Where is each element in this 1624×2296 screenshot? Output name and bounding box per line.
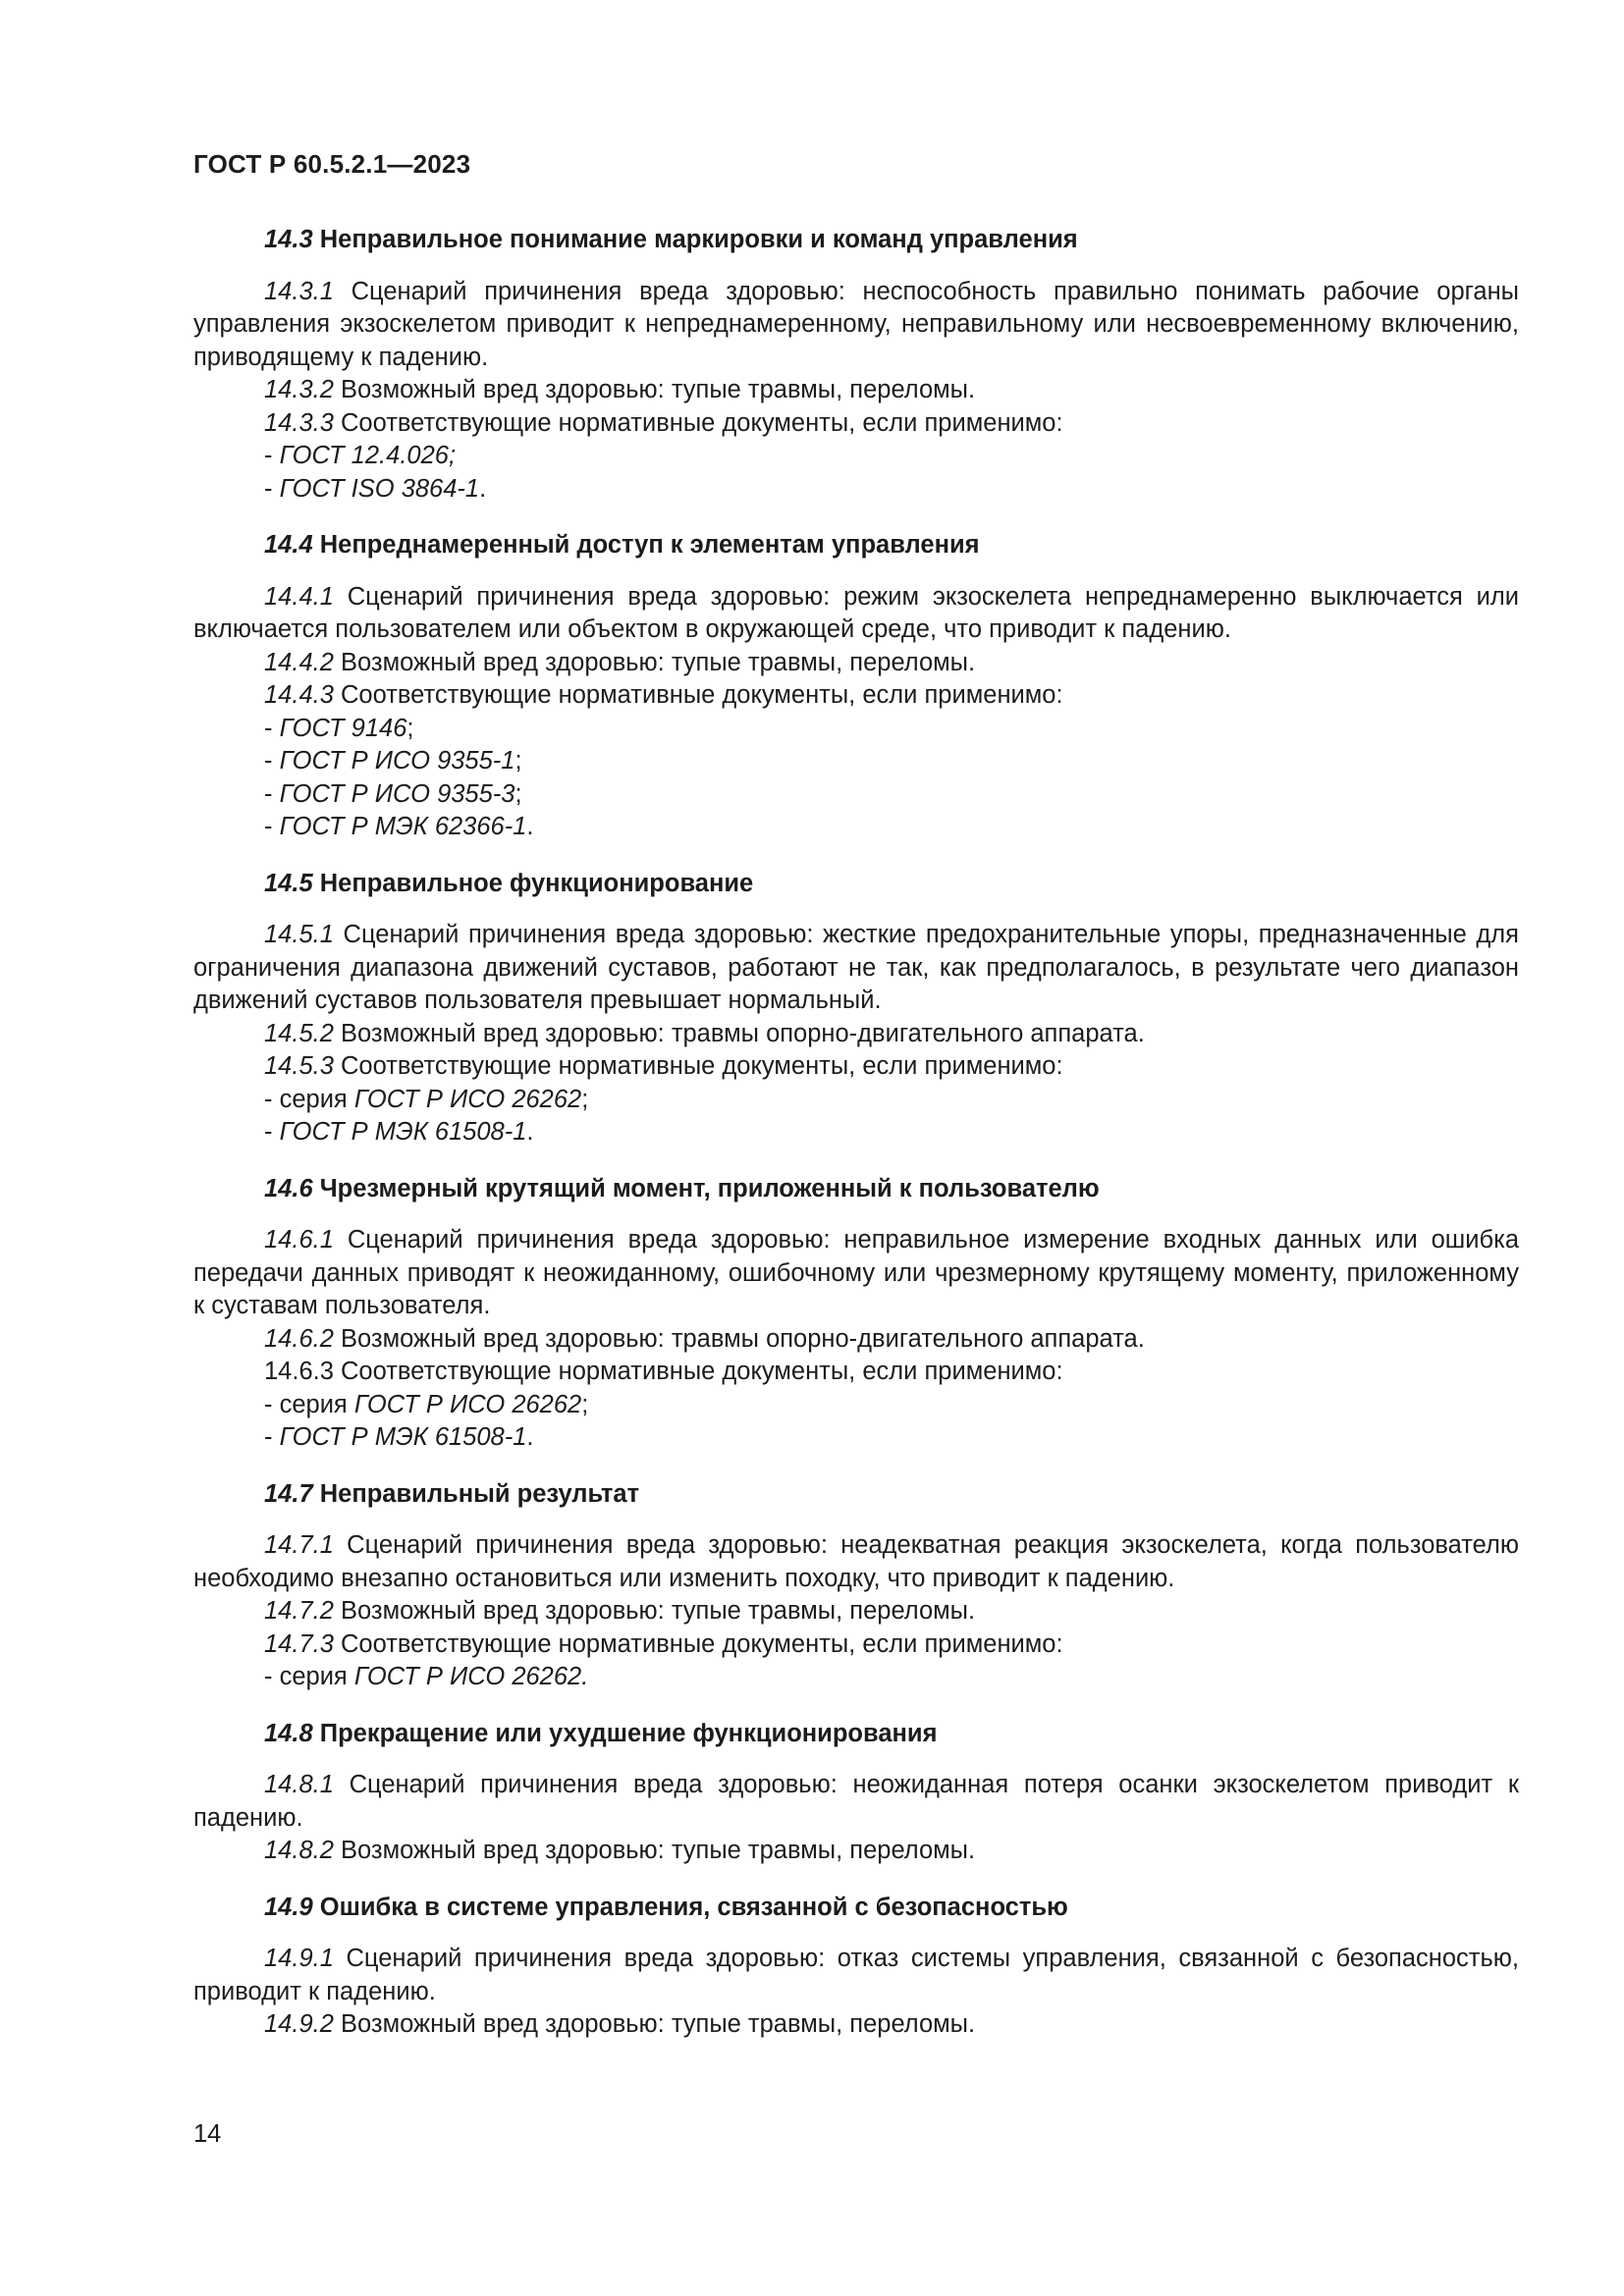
- list-item: [193, 440, 1519, 473]
- clause-text: Сценарий причинения вреда здоровью: неправильное измерение входных данных или ошибка передачи данных приводят к неожиданному, ошибочному или чрезмерному крутящему моменту, приложенному к суставам пользователя.: [193, 1226, 1519, 1319]
- list-item: [193, 745, 1519, 778]
- clause-text: Возможный вред здоровью: травмы опорно-двигательного аппарата.: [341, 1019, 1145, 1047]
- section-14-5: [193, 868, 1519, 1149]
- clause-number: 14.8.2: [264, 1837, 334, 1864]
- list-item: [193, 811, 1519, 844]
- section-14-6: [193, 1173, 1519, 1455]
- list-punctuation: ;: [514, 747, 522, 774]
- clause-text: Соответствующие нормативные документы, если применимо:: [341, 1629, 1063, 1658]
- list-punctuation: .: [479, 474, 487, 503]
- list-prefix: -: [264, 474, 273, 503]
- list-item: [193, 1661, 1519, 1694]
- clause-number: 14.3.3: [264, 408, 334, 437]
- section-14-7: [193, 1478, 1519, 1694]
- clause-number: 14.4.3: [264, 681, 334, 709]
- clause-text: Сценарий причинения вреда здоровью: неожиданная потеря осанки экзоскелетом приводит к падению.: [193, 1771, 1519, 1832]
- section-number: 14.3: [264, 226, 313, 253]
- clause-text: Сценарий причинения вреда здоровью: неспособность правильно понимать рабочие органы управления экзоскелетом приводит к непреднамеренному, неправильному или несвоевременному включению, приводящему к падению.: [193, 277, 1519, 371]
- page-number: 14: [193, 2120, 222, 2148]
- list-prefix: -: [264, 747, 273, 774]
- list-prefix: -: [264, 779, 273, 808]
- docs-paragraph: [193, 407, 1519, 441]
- clause-number: 14.8.1: [264, 1771, 334, 1798]
- docs-paragraph: [193, 1356, 1519, 1389]
- section-title: Неправильное понимание маркировки и команд управления: [319, 226, 1078, 253]
- clause-number: 14.3.1: [264, 277, 334, 305]
- list-punctuation: ;: [514, 779, 522, 808]
- clause-text: Сценарий причинения вреда здоровью: режим экзоскелета непреднамеренно выключается или включается пользователем или объектом в окружающей среде, что приводит к падению.: [193, 582, 1520, 643]
- clause-text: Сценарий причинения вреда здоровью: неадекватная реакция экзоскелета, когда пользователю необходимо внезапно остановиться или изменить походку, что приводит к падению.: [193, 1531, 1519, 1592]
- clause-text: Сценарий причинения вреда здоровью: отказ системы управления, связанной с безопасностью, приводит к падению.: [193, 1945, 1519, 2005]
- standard-reference: ГОСТ 9146: [279, 714, 407, 742]
- section-title: Чрезмерный крутящий момент, приложенный к пользователю: [319, 1174, 1100, 1202]
- harm-paragraph: [193, 1595, 1519, 1629]
- scenario-paragraph: [193, 1943, 1519, 2008]
- list-item: [193, 778, 1519, 812]
- scenario-paragraph: [193, 581, 1519, 647]
- scenario-paragraph: [193, 919, 1519, 1018]
- list-prefix: -: [264, 1118, 273, 1146]
- clause-number: 14.6.2: [264, 1324, 334, 1353]
- list-item: [193, 1421, 1519, 1455]
- clause-number: 14.4.1: [264, 582, 334, 611]
- clause-text: Возможный вред здоровью: тупые травмы, переломы.: [341, 2010, 976, 2038]
- section-number: 14.4: [264, 531, 313, 559]
- list-prefix: -: [264, 442, 273, 469]
- clause-number: 14.7.1: [264, 1531, 334, 1559]
- standard-reference: ГОСТ Р МЭК 61508-1: [279, 1423, 527, 1451]
- list-prefix: -: [264, 1423, 273, 1451]
- scenario-paragraph: [193, 1769, 1519, 1835]
- section-14-3: [193, 224, 1519, 506]
- list-prefix: - серия: [264, 1663, 348, 1690]
- docs-paragraph: [193, 679, 1519, 713]
- clause-number: 14.5.3: [264, 1052, 334, 1080]
- list-punctuation: ;: [581, 1390, 589, 1418]
- section-heading: [193, 1718, 1519, 1751]
- list-punctuation: .: [526, 813, 534, 840]
- clause-number: 14.7.3: [264, 1629, 334, 1658]
- list-punctuation: ;: [406, 714, 414, 742]
- scenario-paragraph: [193, 1529, 1519, 1595]
- clause-text: Возможный вред здоровью: тупые травмы, переломы.: [341, 376, 976, 403]
- scenario-paragraph: [193, 276, 1519, 375]
- list-prefix: -: [264, 714, 273, 742]
- clause-text: Возможный вред здоровью: тупые травмы, переломы.: [341, 1597, 976, 1625]
- clause-number: 14.5.2: [264, 1019, 334, 1047]
- clause-number: 14.9.1: [264, 1945, 334, 1972]
- list-item: [193, 1389, 1519, 1422]
- clause-text: Соответствующие нормативные документы, если применимо:: [341, 681, 1063, 709]
- section-number: 14.5: [264, 869, 313, 897]
- clause-text: Соответствующие нормативные документы, если применимо:: [341, 408, 1063, 437]
- section-title: Неправильный результат: [319, 1479, 640, 1508]
- section-title: Непреднамеренный доступ к элементам управления: [319, 531, 980, 559]
- list-item: [193, 713, 1519, 746]
- list-prefix: - серия: [264, 1085, 348, 1113]
- clause-text: Возможный вред здоровью: травмы опорно-двигательного аппарата.: [341, 1324, 1145, 1353]
- standard-reference: ГОСТ Р ИСО 26262: [353, 1085, 582, 1113]
- section-14-4: [193, 529, 1519, 844]
- clause-text: Возможный вред здоровью: тупые травмы, переломы.: [341, 648, 976, 676]
- list-prefix: - серия: [264, 1390, 348, 1418]
- standard-reference: ГОСТ Р ИСО 26262: [353, 1390, 582, 1418]
- section-heading: [193, 1173, 1519, 1206]
- section-number: 14.6: [264, 1174, 313, 1202]
- section-heading: [193, 1478, 1519, 1512]
- document-code: ГОСТ Р 60.5.2.1—2023: [193, 149, 471, 179]
- standard-reference: ГОСТ Р МЭК 61508-1: [279, 1118, 527, 1146]
- clause-text: Соответствующие нормативные документы, если применимо:: [341, 1052, 1063, 1080]
- clause-number: 14.4.2: [264, 648, 334, 676]
- list-punctuation: ;: [581, 1085, 589, 1113]
- section-number: 14.7: [264, 1479, 313, 1508]
- standard-reference: ГОСТ 12.4.026;: [279, 442, 457, 469]
- list-punctuation: .: [526, 1423, 534, 1451]
- harm-paragraph: [193, 374, 1519, 407]
- section-14-9: [193, 1892, 1519, 2042]
- standard-reference: ГОСТ ISO 3864-1: [279, 474, 480, 503]
- clause-number: 14.6.1: [264, 1226, 334, 1254]
- standard-reference: ГОСТ Р МЭК 62366-1: [279, 813, 527, 840]
- section-heading: [193, 1892, 1519, 1925]
- section-heading: [193, 224, 1519, 257]
- clause-number: 14.3.2: [264, 376, 334, 403]
- harm-paragraph: [193, 1835, 1519, 1868]
- standard-reference: ГОСТ Р ИСО 9355-3: [279, 779, 515, 808]
- list-item: [193, 1116, 1519, 1149]
- list-prefix: -: [264, 813, 273, 840]
- section-title: Прекращение или ухудшение функционирования: [319, 1719, 938, 1747]
- section-number: 14.9: [264, 1893, 313, 1921]
- docs-paragraph: [193, 1050, 1519, 1084]
- document-body: [193, 224, 1519, 2065]
- clause-number: 14.7.2: [264, 1597, 334, 1625]
- harm-paragraph: [193, 2008, 1519, 2042]
- section-number: 14.8: [264, 1719, 313, 1747]
- harm-paragraph: [193, 1018, 1519, 1051]
- section-heading: [193, 868, 1519, 901]
- section-14-8: [193, 1718, 1519, 1868]
- scenario-paragraph: [193, 1224, 1519, 1323]
- clause-text: Возможный вред здоровью: тупые травмы, переломы.: [341, 1837, 976, 1864]
- standard-reference: ГОСТ Р ИСО 26262.: [353, 1663, 589, 1690]
- list-item: [193, 473, 1519, 507]
- standard-reference: ГОСТ Р ИСО 9355-1: [279, 747, 515, 774]
- docs-paragraph: [193, 1629, 1519, 1662]
- section-title: Неправильное функционирование: [319, 869, 754, 897]
- clause-text: Соответствующие нормативные документы, если применимо:: [341, 1358, 1063, 1385]
- section-heading: [193, 529, 1519, 562]
- clause-number: 14.5.1: [264, 921, 334, 948]
- clause-number: 14.6.3: [264, 1358, 334, 1385]
- section-title: Ошибка в системе управления, связанной с безопасностью: [319, 1893, 1068, 1921]
- harm-paragraph: [193, 647, 1519, 680]
- list-punctuation: .: [526, 1118, 534, 1146]
- list-item: [193, 1084, 1519, 1117]
- clause-number: 14.9.2: [264, 2010, 334, 2038]
- clause-text: Сценарий причинения вреда здоровью: жесткие предохранительные упоры, предназначенные для ограничения диапазона движений суставов, работают не так, как предполагалось, в результате чего диапазон движений суставов пользователя превышает нормальный.: [193, 921, 1519, 1014]
- harm-paragraph: [193, 1323, 1519, 1357]
